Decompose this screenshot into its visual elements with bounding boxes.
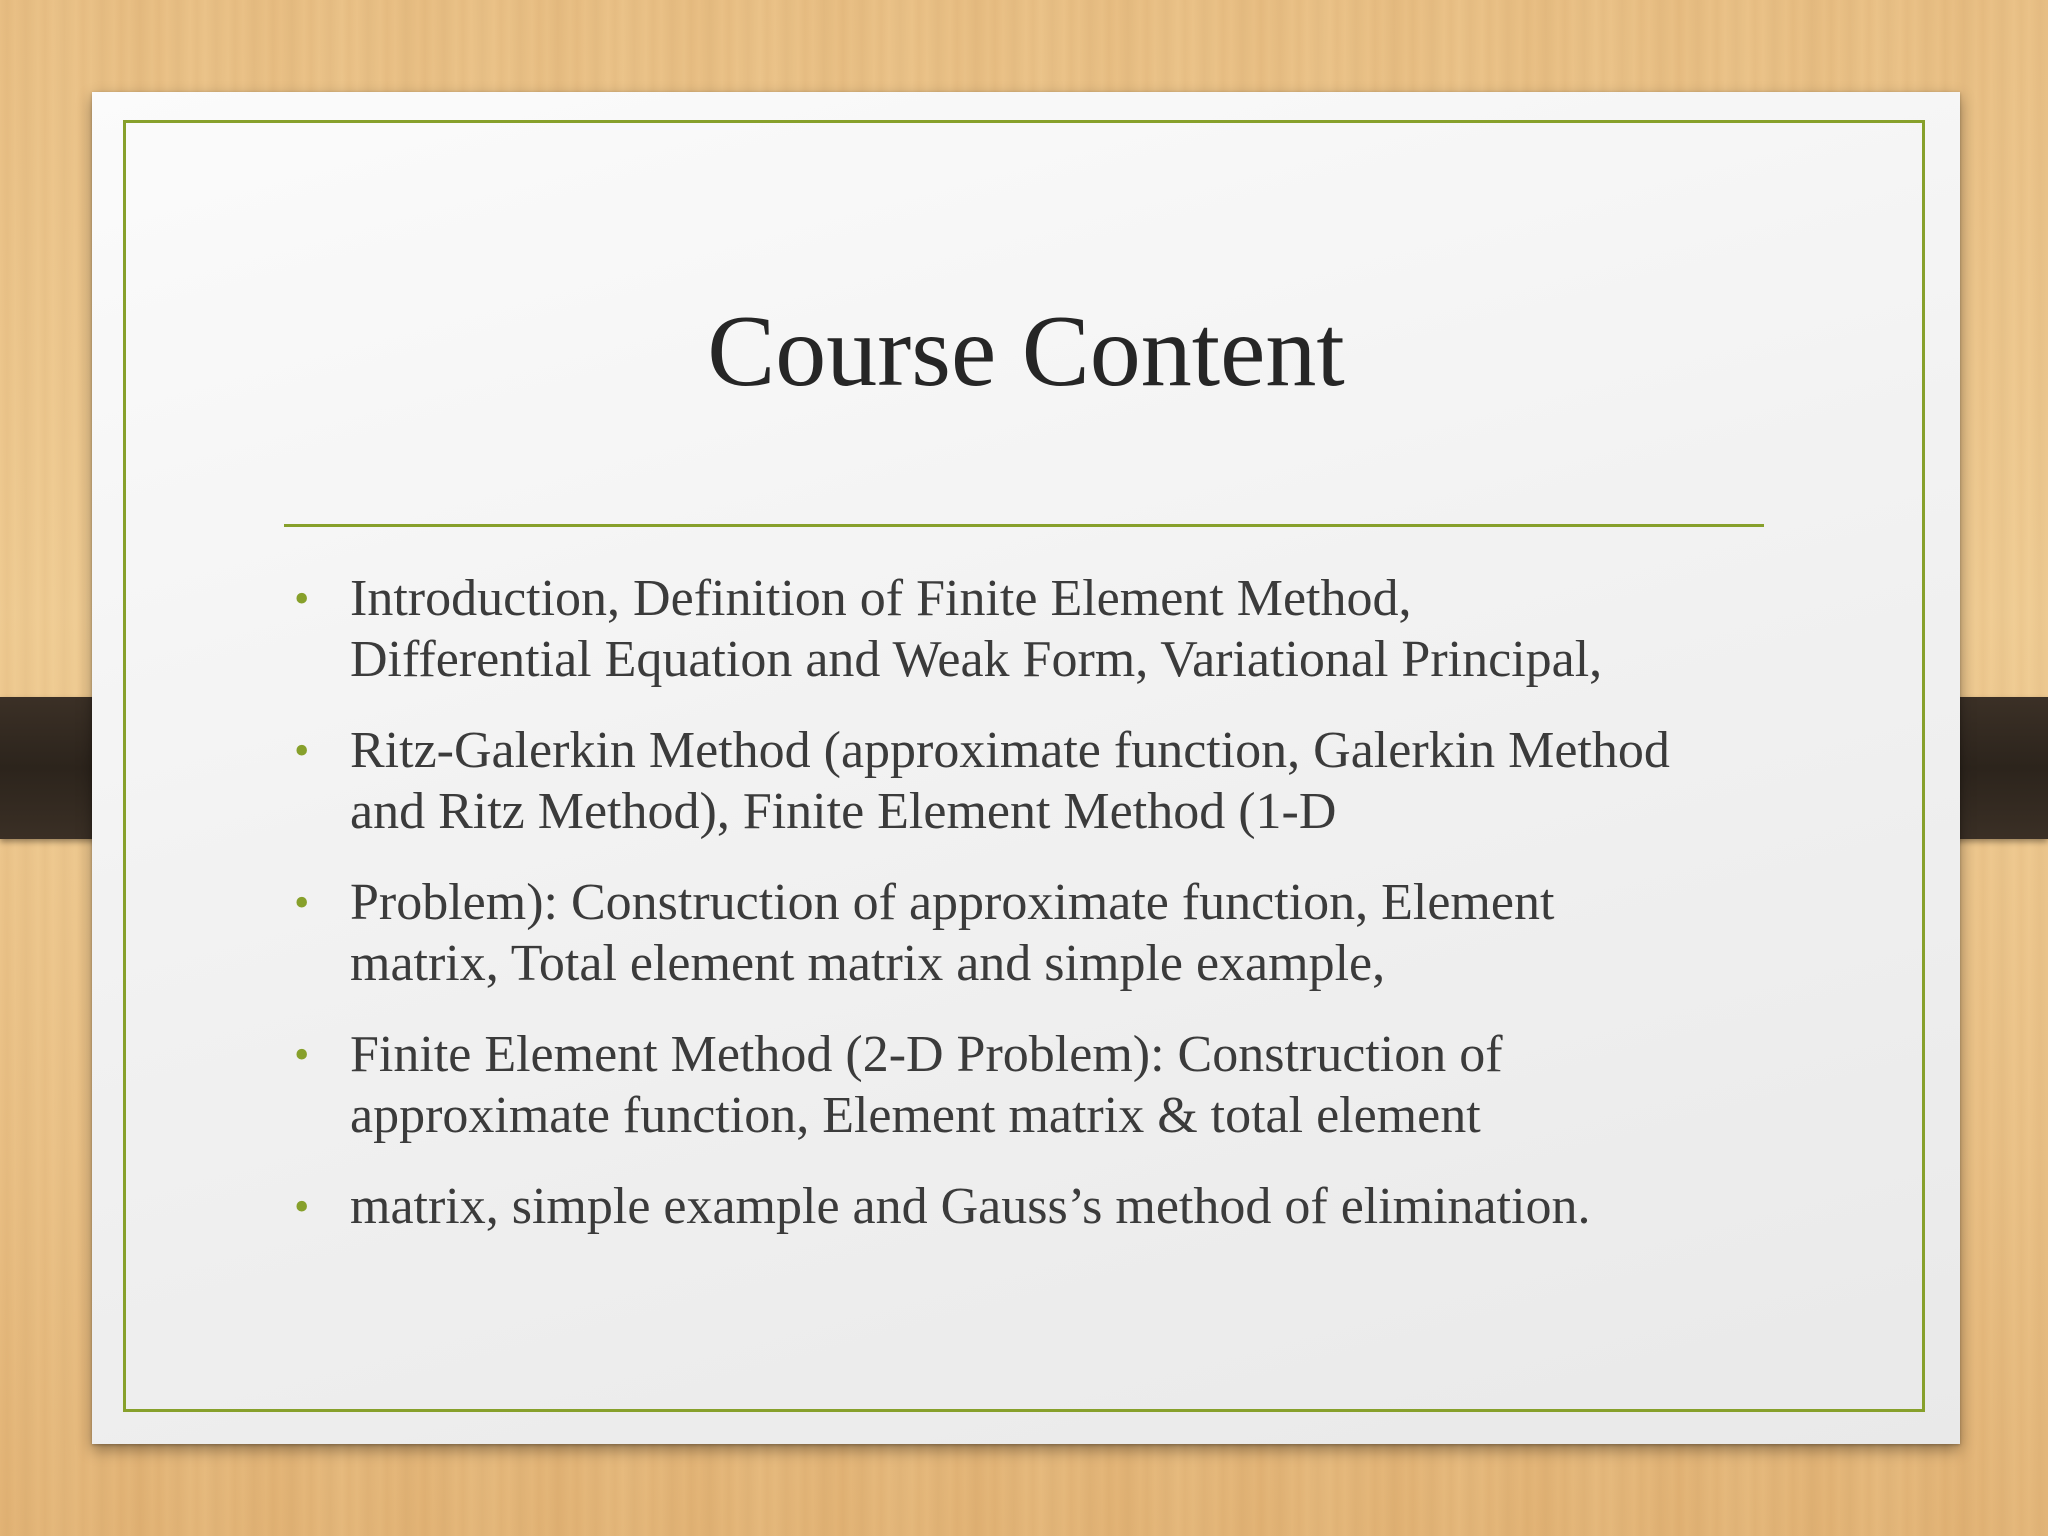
bullet-text: Problem): Construction of approximate function, Element matrix, Total element matrix and simple example, [350, 874, 1555, 992]
slide-title: Course Content [707, 295, 1345, 408]
bullet-list [284, 568, 1784, 1267]
bullet-dot-icon: • [294, 1030, 310, 1079]
bullet-dot-icon: • [294, 1182, 310, 1231]
bullet-item [284, 568, 1784, 690]
bullet-item [284, 1176, 1784, 1237]
bullet-text: matrix, simple example and Gauss’s method of elimination. [350, 1178, 1591, 1235]
bullet-text: Ritz-Galerkin Method (approximate function, Galerkin Method and Ritz Method), Finite Element Method (1-D [350, 722, 1670, 840]
slide-paper [92, 92, 1960, 1444]
bullet-item [284, 720, 1784, 842]
bullet-item [284, 1024, 1784, 1146]
bullet-text: Introduction, Definition of Finite Element Method, Differential Equation and Weak Form, Variational Principal, [350, 570, 1603, 688]
title-divider [284, 524, 1764, 527]
bullet-text: Finite Element Method (2-D Problem): Construction of approximate function, Element matrix & total element [350, 1026, 1503, 1144]
bullet-item [284, 872, 1784, 994]
bullet-dot-icon: • [294, 878, 310, 927]
bullet-dot-icon: • [294, 726, 310, 775]
bullet-dot-icon: • [294, 574, 310, 623]
